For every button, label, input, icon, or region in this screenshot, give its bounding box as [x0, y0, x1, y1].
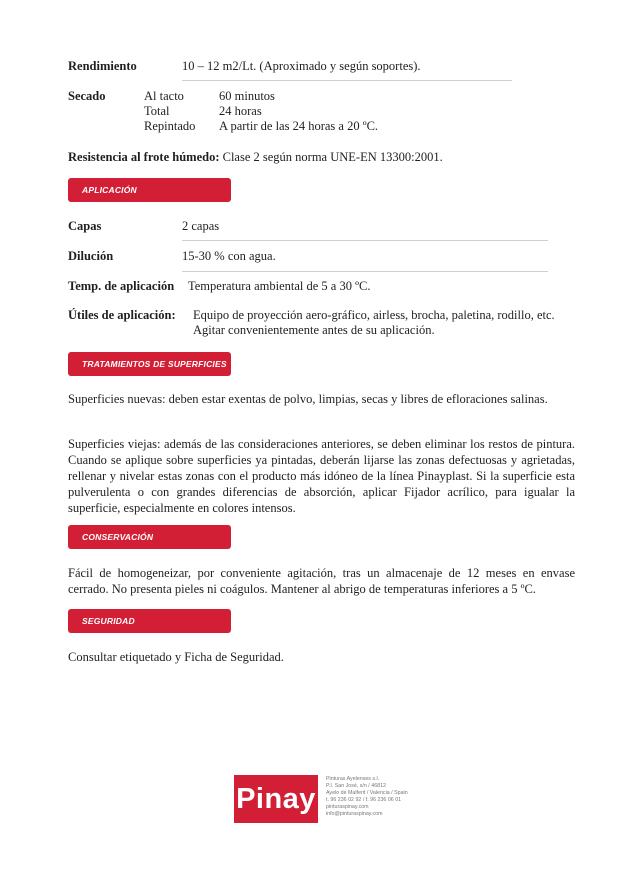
section-aplicacion: APLICACIÓN — [68, 178, 231, 202]
section-tratamientos: TRATAMIENTOS DE SUPERFICIES — [68, 352, 231, 376]
resistencia-row — [68, 149, 443, 165]
temp-label: Temp. de aplicación — [68, 279, 175, 293]
resistencia-label: Resistencia al frote húmedo: — [68, 150, 220, 164]
conservacion-text: Fácil de homogeneizar, por conveniente agitación, tras un almacenaje de 12 meses en envase cerrado. No presenta pieles ni coágulos. Mantener al abrigo de temperaturas inferiores a 5 ºC. — [68, 566, 575, 596]
company-line: t. 96 236 02 92 / f. 96 236 06 01 — [326, 797, 402, 803]
company-info — [326, 776, 408, 818]
section-seguridad: SEGURIDAD — [68, 609, 231, 633]
company-line: pinturaspinay.com — [326, 804, 369, 810]
secado-value-tacto: 60 minutos — [219, 89, 275, 103]
capas-value: 2 capas — [182, 219, 220, 233]
divider — [182, 80, 512, 81]
secado-key-total: Total — [144, 104, 170, 118]
dilucion-label: Dilución — [68, 249, 114, 263]
rendimiento-label: Rendimiento — [68, 59, 137, 73]
dilucion-value: 15-30 % con agua. — [182, 249, 276, 263]
company-line: Pinturas Ayelenses s.l. — [326, 776, 380, 782]
divider — [182, 240, 548, 241]
pinay-logo: Pinay — [234, 775, 318, 823]
secado-value-total: 24 horas — [219, 104, 262, 118]
tratamientos-nuevas: Superficies nuevas: deben estar exentas de polvo, limpias, secas y libres de efloraciones salinas. — [68, 392, 548, 406]
section-conservacion: CONSERVACIÓN — [68, 525, 231, 549]
secado-key-repintado: Repintado — [144, 119, 196, 133]
secado-value-repintado: A partir de las 24 horas a 20 ºC. — [219, 119, 379, 133]
secado-label: Secado — [68, 89, 106, 103]
seguridad-text: Consultar etiquetado y Ficha de Seguridad. — [68, 650, 284, 664]
temp-value: Temperatura ambiental de 5 a 30 ºC. — [188, 279, 371, 293]
resistencia-value: Clase 2 según norma UNE-EN 13300:2001. — [222, 150, 443, 164]
company-line: P.I. San José, s/n / 46812 — [326, 783, 386, 789]
company-line: Ayelo de Malferit / Valencia / Spain — [326, 790, 408, 796]
divider — [182, 271, 548, 272]
utiles-line2: Agitar convenientemente antes de su aplicación. — [193, 323, 435, 337]
tratamientos-viejas: Superficies viejas: además de las consideraciones anteriores, se deben eliminar los restos de pintura. Cuando se aplique sobre superficies ya pintadas, deberán lijarse las zonas defectuosas y agrietadas, rellenar y nivelar estas zonas con el producto más idóneo de la línea Pinayplast. Si la superficie esta pulverulenta o con grandes diferencias de absorción, aplicar Fijador acrílico, para igualar la superficie, especialmente en colores intensos. — [68, 437, 575, 515]
rendimiento-value: 10 – 12 m2/Lt. (Aproximado y según soportes). — [182, 59, 421, 73]
company-line: info@pinturaspinay.com — [326, 811, 383, 817]
utiles-label: Útiles de aplicación: — [68, 308, 176, 322]
secado-key-tacto: Al tacto — [144, 89, 184, 103]
rendimiento-row — [68, 58, 137, 74]
capas-label: Capas — [68, 219, 102, 233]
utiles-line1: Equipo de proyección aero-gráfico, airless, brocha, paletina, rodillo, etc. — [193, 308, 555, 322]
